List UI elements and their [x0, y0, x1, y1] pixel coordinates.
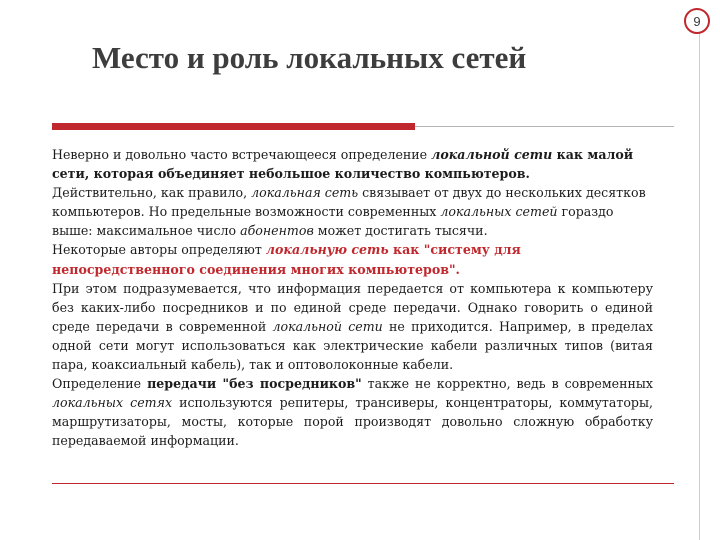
paragraph-3: Некоторые авторы определяют локальную сеть как "систему для непосредственного соединения многих компьютеров".	[52, 242, 521, 277]
term-local-networks: локальных сетях	[52, 395, 173, 411]
term-local-network: локальную сеть	[265, 242, 389, 258]
term-subscribers: абонентов	[240, 223, 314, 239]
paragraph-5: Определение передачи "без посредников" также не корректно, ведь в современных локальных сетях используются репитеры, трансиверы, концентраторы, коммутаторы, маршрутизаторы, мосты, которые порой производят довольно сложную обработку передаваемой информации.	[52, 376, 654, 449]
term-local-network: локальная сеть	[251, 185, 359, 201]
bottom-rule	[52, 483, 674, 484]
term-local-networks: локальных сетей	[440, 204, 558, 220]
slide-number: 9	[693, 13, 701, 29]
term-local-network: локальной сети	[272, 318, 383, 334]
slide-body	[52, 145, 653, 451]
paragraph-1: Неверно и довольно часто встречающееся определение локальной сети как малой сети, которая объединяет небольшое количество компьютеров.	[52, 147, 634, 182]
term-direct-transfer: передачи "без посредников"	[147, 376, 362, 392]
paragraph-2: Действительно, как правило, локальная сеть связывает от двух до нескольких десятков компьютеров. Но предельные возможности современных локальных сетей гораздо выше: максимальное число абонентов может достигать тысячи.	[52, 185, 646, 239]
slide-number-badge	[684, 8, 710, 34]
right-border-rule	[699, 34, 700, 540]
slide-title: Место и роль локальных сетей	[92, 40, 527, 75]
term-local-network: локальной сети	[431, 147, 553, 162]
title-underline-red	[52, 123, 415, 130]
paragraph-4: При этом подразумевается, что информация передается от компьютера к компьютеру без каких-либо посредников и по единой среде передачи. Однако говорить о единой среде передачи в современной локальной сети не приходится. Например, в пределах одной сети могут использоваться как электрические кабели различных типов (витая пара, коаксиальный кабель), так и оптоволоконные кабели.	[52, 280, 653, 373]
